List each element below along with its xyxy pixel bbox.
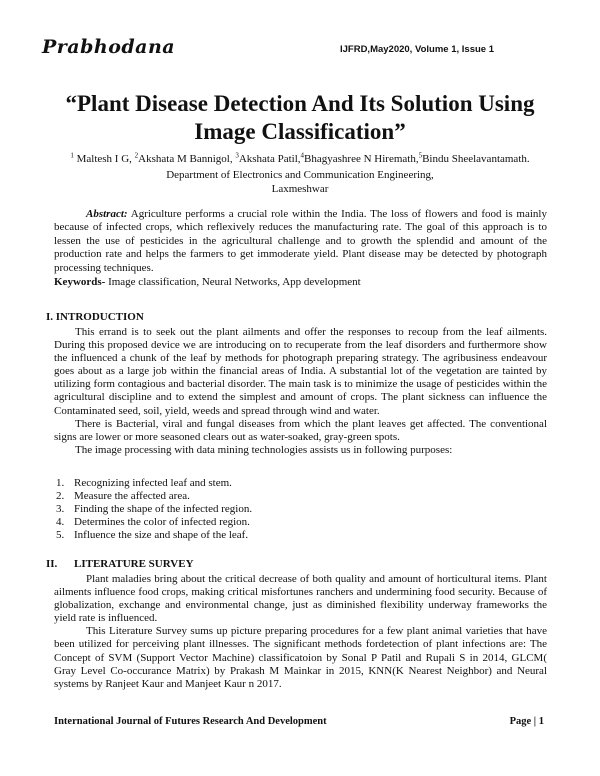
paragraph: This Literature Survey sums up picture preparing procedures for a few plant animal varieties that have been utilized for perceiving plant illnesses. The significant methods fordetection of plant infections are: The Concept of SVM (Support Vector Machine) classificatoion by Sonal P Patil and Rupali S in 2014, GLCM( Gray Level Co-occurance Matrix) by Prakash M Mainkar in 2015, KNN(K Nearest Neighbor) and Neural systems by Ranjeet Kaur and Manjeet Kaur n 2017. [54,625,547,690]
author: $^3$Akshata Patil, [235,151,301,165]
affiliation [40,168,560,196]
paragraph: Plant maladies bring about the critical decrease of both quality and amount of horticultural items. Plant ailments influence food crops, making critical misfortunes ranchers and undermining food security. Because of globalization, exchange and environmental change, just as diminished flexibility underway frameworks the yield rate is influenced. [54,573,547,625]
paragraph: There is Bacterial, viral and fungal diseases from which the plant leaves get affected. The conventional signs are lower or more seasoned clears out as water-soaked, gray-green spots. [54,417,547,443]
footer-journal-name: International Journal of Futures Research And Development [54,716,327,727]
abstract-text: Agriculture performs a crucial role within the India. The loss of flowers and food is mainly because of infected crops, which reflexively reduces the manufacturing rate. The goal of this approach is to lessen the use of pesticides in the agricultural challenge and to growth the splendid and amount of the production rate and helps the farmers to get immoderate yield. Plant disease may be detected by photograph processing techniques. [54,208,547,274]
introduction-body [54,326,547,457]
paper-title: “Plant Disease Detection And Its Solution Using Image Classification” [65,91,535,144]
list-item: 3. Finding the shape of the infected region. [56,503,253,516]
literature-body [54,573,547,691]
keywords-label: Keywords- [54,276,106,288]
author: $^5$Bindu Sheelavantamath. [418,151,530,165]
section-heading-introduction: I. INTRODUCTION [46,311,144,323]
department: Department of Electronics and Communication Engineering, [166,169,434,181]
section-number-literature: II. [46,558,58,570]
author: $^2$Akshata M Bannigol, [134,151,236,165]
purpose-list [54,477,534,542]
keywords [54,276,547,288]
section-heading-literature: LITERATURE SURVEY [74,558,194,570]
keywords-text: Image classification, Neural Networks, App development [105,276,361,288]
author: $^1$ Maltesh I G, [70,151,135,165]
list-item: 4. Determines the color of infected region. [56,516,250,529]
journal-logo: Prabhodana [42,36,176,58]
page-number: Page | 1 [509,716,544,727]
abstract-label: Abstract: [86,208,128,220]
list-item: 2. Measure the affected area. [56,490,190,503]
location: Laxmeshwar [271,183,329,195]
paragraph: This errand is to seek out the plant ailments and offer the responses to recoup from the leaf ailments. During this proposed device we are introducing on to recuperate from the leaf disorders and furthermore show the influenced a chunk of the leaf by methods for photograph preparing strategy. The agribusiness endeavour goes about as a large job within the financial areas of India. A substantial lot of the vegetation are tainted by utilizing form contagious and bacterial disorder. The main task is to minimize the usage of pesticides within the agricultural discipline and to extend the simplest and amount of crops. The plant sickness can influence the Contaminated seed, soil, yield, weeds and spread through wind and water. [54,326,547,417]
list-item: 1. Recognizing infected leaf and stem. [56,477,232,489]
author-list [40,151,560,165]
abstract [54,208,547,275]
list-item: 5. Influence the size and shape of the leaf. [56,529,249,542]
journal-reference: IJFRD,May2020, Volume 1, Issue 1 [339,44,494,55]
author: $^4$Bhagyashree N Hiremath, [300,151,419,165]
paragraph: The image processing with data mining technologies assists us in following purposes: [75,443,453,456]
